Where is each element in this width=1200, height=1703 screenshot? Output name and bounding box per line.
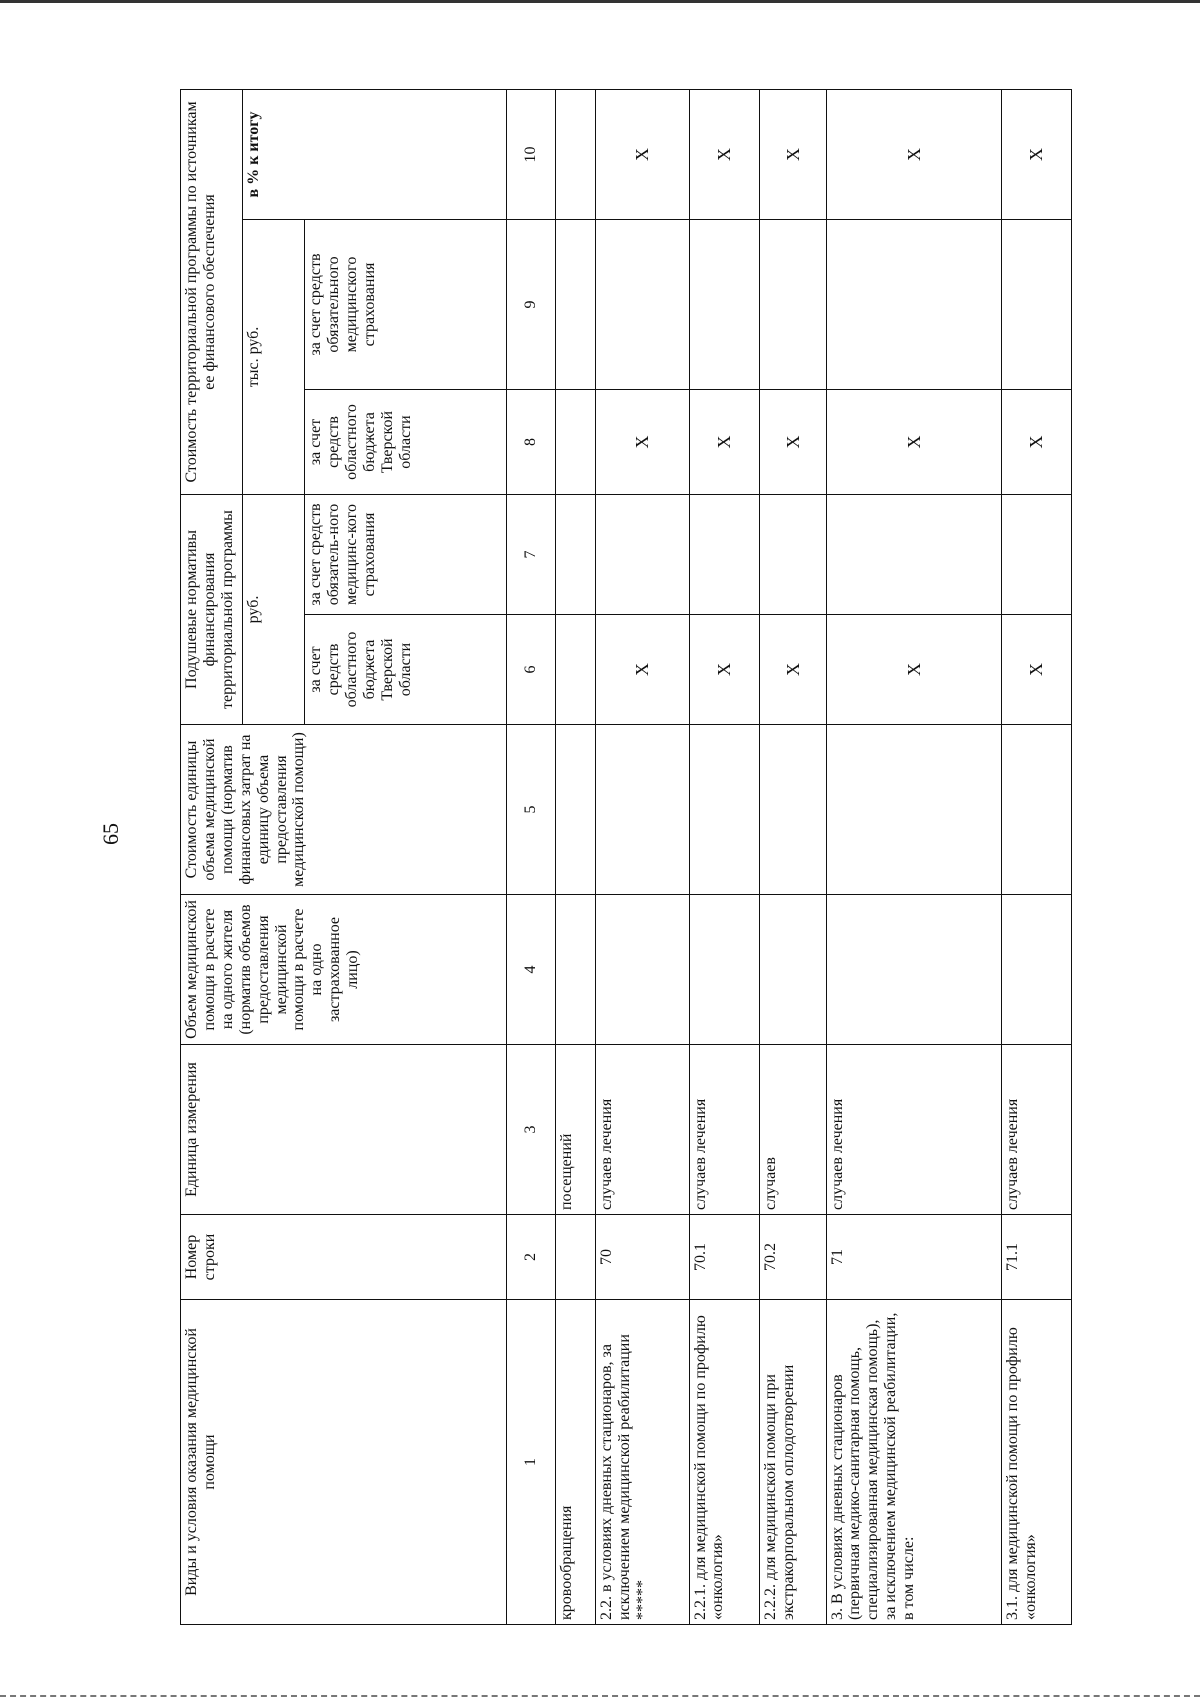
row-name: 2.2.2. для медицинской помощи при экстракорпоральном оплодотворении (759, 1300, 826, 1625)
row-c10: X (596, 89, 689, 219)
header-unit-cost: Стоимость единицы объема медицинской помощи (норматив финансовых затрат на единицу объема предоставления медицинской помощи) (181, 725, 507, 895)
row-c9 (759, 219, 826, 389)
row-line: 70 (596, 1215, 689, 1300)
row-line: 70.1 (689, 1215, 759, 1300)
row-unit: случаев лечения (596, 1045, 689, 1215)
row-c10: X (826, 89, 1001, 219)
row-line (555, 1215, 595, 1300)
row-c8: X (1001, 389, 1071, 494)
row-c9 (596, 219, 689, 389)
row-c7 (1001, 494, 1071, 614)
row-c7 (759, 494, 826, 614)
row-line: 71.1 (1001, 1215, 1071, 1300)
header-pc-regional-budget: за счет средств областного бюджета Тверской области (304, 615, 506, 725)
col-number: 3 (506, 1045, 555, 1215)
row-c10: X (1001, 89, 1071, 219)
header-pc-oms: за счет средств обязатель-ного медицинс-кого страхования (304, 494, 506, 614)
row-volume (1001, 895, 1071, 1045)
row-c9 (689, 219, 759, 389)
col-number: 5 (506, 725, 555, 895)
row-c7 (826, 494, 1001, 614)
row-c6: X (1001, 615, 1071, 725)
row-c6: X (596, 615, 689, 725)
header-volume: Объем медицинской помощи в расчете на одного жителя (норматив объемов предоставления медицинской помощи в расчете на одно застрахованное лицо) (181, 895, 507, 1045)
row-unit: случаев лечения (689, 1045, 759, 1215)
row-c10 (555, 89, 595, 219)
row-volume (826, 895, 1001, 1045)
row-line: 70.2 (759, 1215, 826, 1300)
table-row (826, 89, 1001, 1624)
row-unit-cost (759, 725, 826, 895)
header-percent-total: в % к итогу (243, 89, 506, 219)
row-c6: X (689, 615, 759, 725)
header-line-number: Номер строки (181, 1215, 507, 1300)
row-unit-cost (596, 725, 689, 895)
row-unit-cost (689, 725, 759, 895)
row-volume (759, 895, 826, 1045)
col-number: 6 (506, 615, 555, 725)
row-c7 (596, 494, 689, 614)
col-number: 8 (506, 389, 555, 494)
col-number: 9 (506, 219, 555, 389)
row-unit: случаев (759, 1045, 826, 1215)
header-kinds: Виды и условия оказания медицинской помощи (181, 1300, 507, 1625)
row-name: 2.2. в условиях дневных стационаров, за исключением медицинской реабилитации ***** (596, 1300, 689, 1625)
col-number: 4 (506, 895, 555, 1045)
row-volume (689, 895, 759, 1045)
page-number: 65 (98, 823, 123, 845)
row-unit-cost (555, 725, 595, 895)
header-per-capita-group: Подушевые нормативы финансирования территориальной программы (181, 494, 243, 724)
header-cost-oms: за счет средств обязательного медицинского страхования (304, 219, 506, 389)
table-row (759, 89, 826, 1624)
row-unit: случаев лечения (1001, 1045, 1071, 1215)
row-unit: случаев лечения (826, 1045, 1001, 1215)
row-c9 (555, 219, 595, 389)
row-c8: X (689, 389, 759, 494)
col-number: 7 (506, 494, 555, 614)
row-name: 3.1. для медицинской помощи по профилю «онкология» (1001, 1300, 1071, 1625)
column-numbers-row (506, 89, 555, 1624)
col-number: 10 (506, 89, 555, 219)
table-row (689, 89, 759, 1624)
row-c6: X (826, 615, 1001, 725)
row-c10: X (689, 89, 759, 219)
row-volume (596, 895, 689, 1045)
row-c10: X (759, 89, 826, 219)
row-unit-cost (826, 725, 1001, 895)
header-unit: Единица измерения (181, 1045, 507, 1215)
row-volume (555, 895, 595, 1045)
table-row (596, 89, 689, 1624)
col-number: 1 (506, 1300, 555, 1625)
row-c8: X (759, 389, 826, 494)
scan-edge-bottom (0, 1695, 1200, 1699)
header-row-1 (181, 89, 243, 1624)
row-c6 (555, 615, 595, 725)
row-name: 3. В условиях дневных стационаров (первичная медико-санитарная помощь, специализированная медицинская помощь), за исключением медицинской реабилитации, в том числе: (826, 1300, 1001, 1625)
header-rub: руб. (243, 494, 305, 724)
table-row (1001, 89, 1071, 1624)
row-unit-cost (1001, 725, 1071, 895)
col-number: 2 (506, 1215, 555, 1300)
row-c7 (555, 494, 595, 614)
row-c9 (826, 219, 1001, 389)
row-c7 (689, 494, 759, 614)
scan-edge-top (0, 0, 1200, 3)
financing-table (180, 89, 1072, 1625)
row-unit: посещений (555, 1045, 595, 1215)
row-c8: X (826, 389, 1001, 494)
row-name: 2.2.1. для медицинской помощи по профилю «онкология» (689, 1300, 759, 1625)
header-cost-regional-budget: за счет средств областного бюджета Тверской области (304, 389, 506, 494)
rotated-table-wrapper (180, 90, 1072, 1625)
row-c8 (555, 389, 595, 494)
row-line: 71 (826, 1215, 1001, 1300)
row-c6: X (759, 615, 826, 725)
table-row (555, 89, 595, 1624)
row-c8: X (596, 389, 689, 494)
header-program-cost-group: Стоимость территориальной программы по источникам ее финансового обеспечения (181, 89, 243, 494)
header-tys-rub: тыс. руб. (243, 219, 305, 494)
row-name: кровообращения (555, 1300, 595, 1625)
row-c9 (1001, 219, 1071, 389)
